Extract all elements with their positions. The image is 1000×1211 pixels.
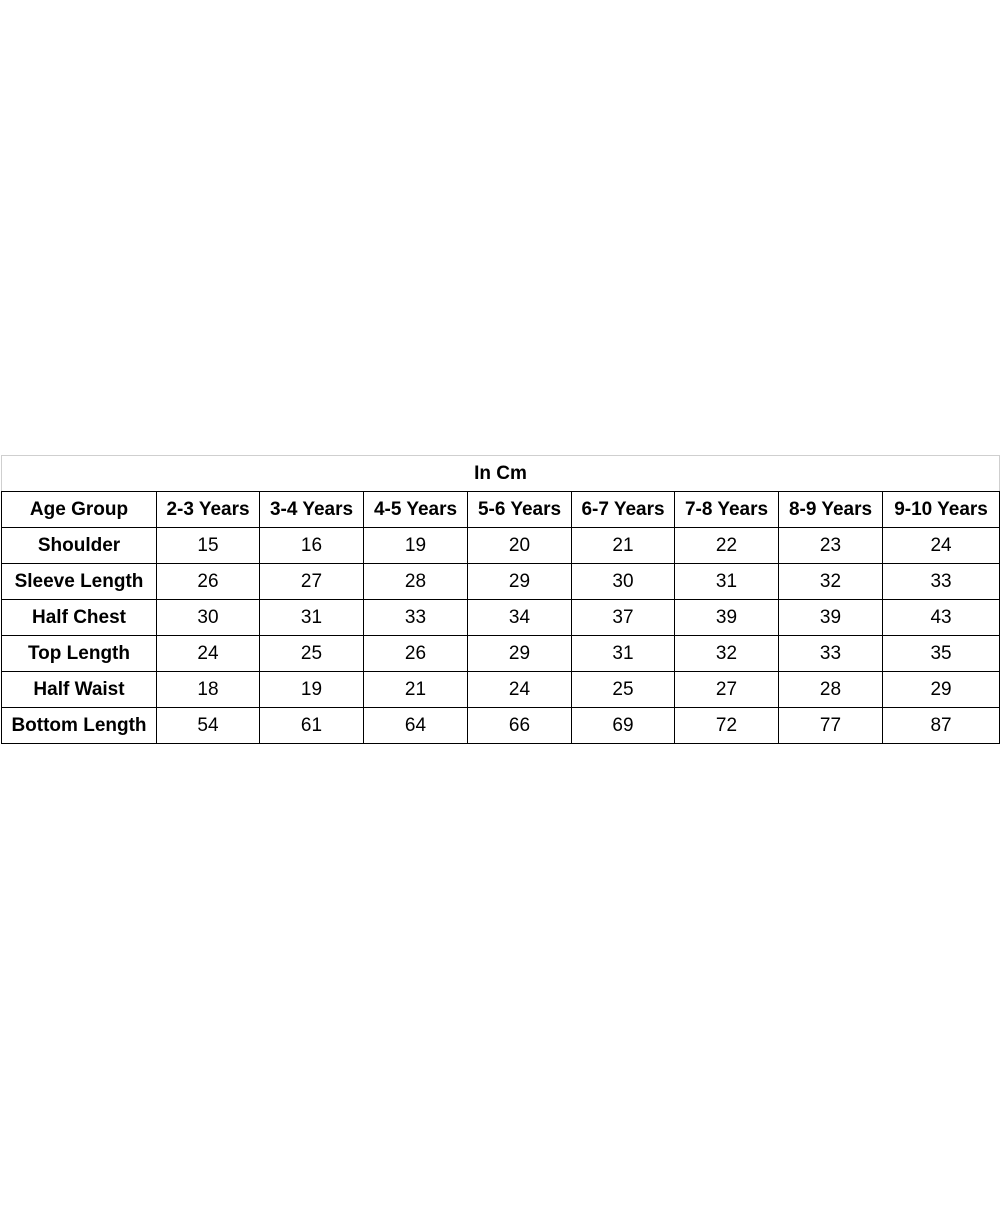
- table-cell: 31: [260, 600, 364, 636]
- row-label: Sleeve Length: [2, 564, 157, 600]
- table-cell: 32: [675, 636, 779, 672]
- table-cell: 33: [883, 564, 1000, 600]
- table-cell: 24: [468, 672, 572, 708]
- table-cell: 16: [260, 528, 364, 564]
- table-cell: 19: [364, 528, 468, 564]
- title-row: [2, 456, 1000, 492]
- table-cell: 33: [364, 600, 468, 636]
- table-row: [2, 672, 1000, 708]
- table-cell: 33: [779, 636, 883, 672]
- table-cell: 20: [468, 528, 572, 564]
- table-cell: 26: [157, 564, 260, 600]
- column-header: 7-8 Years: [675, 492, 779, 528]
- table-cell: 28: [779, 672, 883, 708]
- table-cell: 29: [468, 636, 572, 672]
- column-header: 3-4 Years: [260, 492, 364, 528]
- table-row: [2, 564, 1000, 600]
- row-label: Half Chest: [2, 600, 157, 636]
- table-cell: 35: [883, 636, 1000, 672]
- table-cell: 39: [675, 600, 779, 636]
- table-cell: 30: [572, 564, 675, 600]
- column-header: 8-9 Years: [779, 492, 883, 528]
- table-cell: 39: [779, 600, 883, 636]
- table-cell: 77: [779, 708, 883, 744]
- table-cell: 24: [157, 636, 260, 672]
- column-header: 5-6 Years: [468, 492, 572, 528]
- table-cell: 32: [779, 564, 883, 600]
- row-label: Top Length: [2, 636, 157, 672]
- column-header: 2-3 Years: [157, 492, 260, 528]
- table-cell: 25: [572, 672, 675, 708]
- table-cell: 25: [260, 636, 364, 672]
- table-cell: 43: [883, 600, 1000, 636]
- table-cell: 19: [260, 672, 364, 708]
- table-cell: 64: [364, 708, 468, 744]
- column-header: 4-5 Years: [364, 492, 468, 528]
- row-label: Bottom Length: [2, 708, 157, 744]
- corner-label: Age Group: [2, 492, 157, 528]
- table-cell: 18: [157, 672, 260, 708]
- table-row: [2, 708, 1000, 744]
- table-cell: 30: [157, 600, 260, 636]
- size-chart-body: [2, 456, 1000, 744]
- table-cell: 15: [157, 528, 260, 564]
- table-cell: 22: [675, 528, 779, 564]
- table-cell: 29: [468, 564, 572, 600]
- table-cell: 31: [675, 564, 779, 600]
- table-row: [2, 600, 1000, 636]
- row-label: Half Waist: [2, 672, 157, 708]
- table-cell: 87: [883, 708, 1000, 744]
- table-cell: 31: [572, 636, 675, 672]
- table-cell: 29: [883, 672, 1000, 708]
- column-header: 9-10 Years: [883, 492, 1000, 528]
- table-cell: 21: [572, 528, 675, 564]
- table-cell: 23: [779, 528, 883, 564]
- table-cell: 21: [364, 672, 468, 708]
- table-cell: 69: [572, 708, 675, 744]
- table-cell: 28: [364, 564, 468, 600]
- column-header: 6-7 Years: [572, 492, 675, 528]
- size-chart-table: [1, 455, 1000, 744]
- table-cell: 54: [157, 708, 260, 744]
- table-cell: 26: [364, 636, 468, 672]
- table-cell: 66: [468, 708, 572, 744]
- table-cell: 27: [675, 672, 779, 708]
- table-row: [2, 636, 1000, 672]
- table-cell: 34: [468, 600, 572, 636]
- table-cell: 27: [260, 564, 364, 600]
- row-label: Shoulder: [2, 528, 157, 564]
- table-cell: 61: [260, 708, 364, 744]
- header-row: [2, 492, 1000, 528]
- table-title: In Cm: [2, 456, 1000, 492]
- table-row: [2, 528, 1000, 564]
- table-cell: 24: [883, 528, 1000, 564]
- table-cell: 37: [572, 600, 675, 636]
- table-cell: 72: [675, 708, 779, 744]
